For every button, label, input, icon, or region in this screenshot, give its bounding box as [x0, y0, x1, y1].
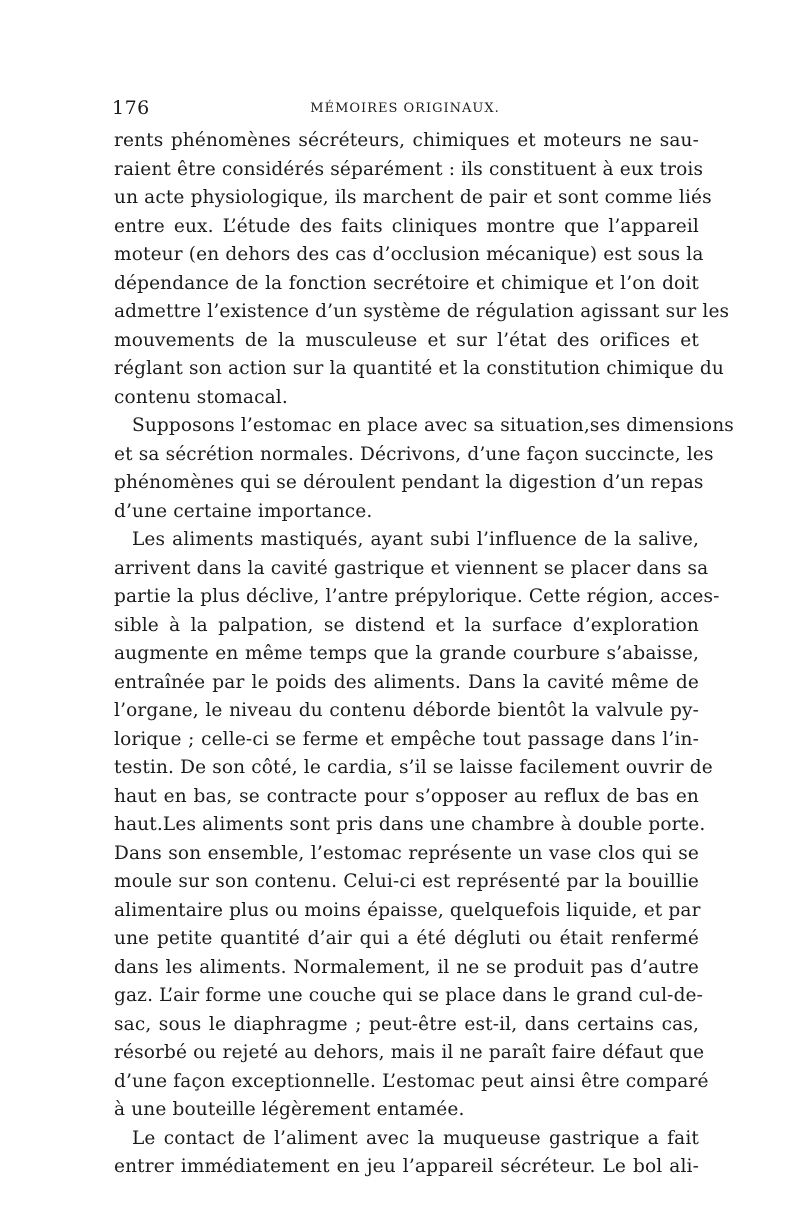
- text-line: entrer immédiatement en jeu l’appareil sécréteur. Le bol ali-: [114, 1156, 699, 1177]
- text-line: dépendance de la fonction secrétoire et chimique et l’on doit: [114, 272, 699, 294]
- text-line: Dans son ensemble, l’estomac représente un vase clos qui se: [114, 842, 699, 864]
- text-line: entraînée par le poids des aliments. Dans la cavité même de: [114, 671, 699, 693]
- text-line: gaz. L’air forme une couche qui se place dans le grand cul-de-: [114, 985, 704, 1006]
- text-line: raient être considérés séparément : ils constituent à eux trois: [114, 158, 704, 180]
- text-line: un acte physiologique, ils marchent de pair et sont comme liés: [114, 187, 712, 208]
- text-line: haut en bas, se contracte pour s’opposer au reflux de bas en: [114, 785, 699, 807]
- text-line: Le contact de l’aliment avec la muqueuse gastrique a fait: [132, 1127, 699, 1149]
- text-line: sible à la palpation, se distend et la surface d’exploration: [114, 614, 699, 636]
- text-line: une petite quantité d’air qui a été dégluti ou était renfermé: [114, 928, 699, 949]
- text-line: Les aliments mastiqués, ayant subi l’influence de la salive,: [132, 529, 699, 550]
- text-line: moteur (en dehors des cas d’occlusion mécanique) est sous la: [114, 244, 704, 265]
- text-line: Supposons l’estomac en place avec sa situation,ses dimensions: [132, 415, 734, 436]
- text-line: entre eux. L’étude des faits cliniques montre que l’appareil: [114, 215, 699, 237]
- text-line: mouvements de la musculeuse et sur l’état des orifices et: [114, 329, 699, 351]
- text-line: et sa sécrétion normales. Décrivons, d’une façon succincte, les: [114, 443, 714, 465]
- text-line: contenu stomacal.: [114, 386, 288, 408]
- text-line: haut.Les aliments sont pris dans une chambre à double porte.: [114, 814, 706, 835]
- running-head: MÉMOIRES ORIGINAUX.: [310, 101, 500, 116]
- text-line: phénomènes qui se déroulent pendant la digestion d’un repas: [114, 472, 704, 493]
- text-line: admettre l’existence d’un système de régulation agissant sur les: [114, 301, 730, 322]
- text-line: l’organe, le niveau du contenu déborde bientôt la valvule py-: [114, 700, 699, 721]
- text-line: dans les aliments. Normalement, il ne se produit pas d’autre: [114, 956, 699, 978]
- body-text: [114, 127, 734, 1182]
- text-line: d’une façon exceptionnelle. L’estomac peut ainsi être comparé: [114, 1070, 709, 1092]
- text-line: sac, sous le diaphragme ; peut-être est-il, dans certains cas,: [114, 1013, 699, 1035]
- text-line: lorique ; celle-ci se ferme et empêche tout passage dans l’in-: [114, 728, 699, 750]
- text-line: moule sur son contenu. Celui-ci est représenté par la bouillie: [114, 871, 699, 892]
- text-line: réglant son action sur la quantité et la constitution chimique du: [114, 358, 724, 379]
- text-line: résorbé ou rejeté au dehors, mais il ne paraît faire défaut que: [114, 1042, 705, 1063]
- text-line: alimentaire plus ou moins épaisse, quelquefois liquide, et par: [114, 899, 701, 921]
- text-line: testin. De son côté, le cardia, s’il se laisse facilement ouvrir de: [114, 757, 713, 778]
- text-line: augmente en même temps que la grande courbure s’abaisse,: [114, 643, 699, 664]
- page-number: 176: [112, 97, 150, 119]
- text-line: arrivent dans la cavité gastrique et viennent se placer dans sa: [114, 557, 709, 579]
- page-header: [112, 97, 698, 123]
- text-line: à une bouteille légèrement entamée.: [114, 1099, 465, 1120]
- text-line: d’une certaine importance.: [114, 500, 373, 522]
- text-line: partie la plus déclive, l’antre prépylorique. Cette région, acces-: [114, 586, 720, 607]
- text-line: rents phénomènes sécréteurs, chimiques et moteurs ne sau-: [114, 130, 699, 151]
